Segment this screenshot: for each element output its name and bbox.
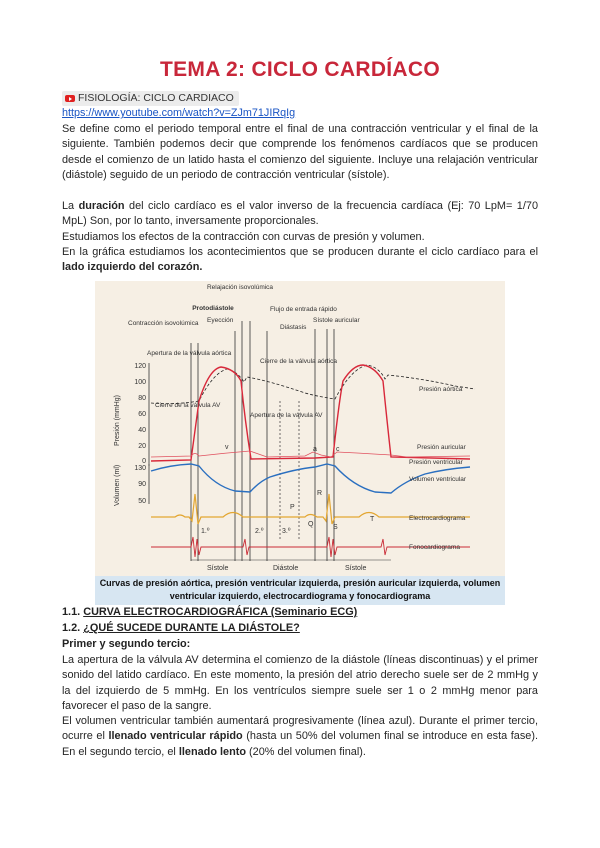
third-3: 3.º xyxy=(282,528,291,535)
wave-a: a xyxy=(313,446,317,453)
volume-paragraph: El volumen ventricular también aumentará progresivamente (línea azul). Durante el primer tercio, ocurre el llenado ventricular rápido (hasta un 50% del volumen final se introduce en esta fase). En el segundo tercio, el llenado lento (20% del volumen final). xyxy=(62,715,538,758)
label-presion-auricular: Presión auricular xyxy=(417,444,466,451)
label-volumen-ventricular: Volumen ventricular xyxy=(409,476,467,483)
label-diastasis: Diástasis xyxy=(280,324,307,331)
label-relajacion: Relajación isovolúmica xyxy=(206,284,274,291)
label-sistole-1: Sístole xyxy=(207,565,229,572)
ecg-r: R xyxy=(317,490,323,497)
graph-paragraph: En la gráfica estudiamos los acontecimientos que se producen durante el ciclo cardíaco para el lado izquierdo del corazón. xyxy=(62,246,538,274)
ecg-s: S xyxy=(333,524,338,531)
ecg-p: P xyxy=(290,504,295,511)
label-diastole: Diástole xyxy=(273,565,299,572)
label-sistole-auricular: Sístole auricular xyxy=(313,317,360,324)
label-apertura-aortica: Apertura de la válvula aórtica xyxy=(147,350,232,357)
section-heading-1-2: 1.2. ¿QUÉ SUCEDE DURANTE LA DIÁSTOLE? xyxy=(62,622,300,634)
label-presion-aortica: Presión aórtica xyxy=(419,386,463,393)
intro-paragraph: Se define como el periodo temporal entre el final de una contracción ventricular y el final de la siguiente. También podemos decir que comprende los fenómenos cardíacos que se producen desde el comienzo de un latido hasta el comienzo del siguiente. Incluye una relajación ventricular (diástole) seguido de un periodo de contracción ventricular (sístole). xyxy=(62,123,538,181)
subheading-primer-segundo-tercio: Primer y segundo tercio: xyxy=(62,638,191,650)
wave-c: c xyxy=(336,446,340,453)
pressure-axis-label: Presión (mmHg) xyxy=(114,395,121,446)
duration-paragraph: La duración del ciclo cardíaco es el valor inverso de la frecuencia cardíaca (Ej: 70 LpM= 1/70 MpL) Son, por lo tanto, inversamente proporcionales. xyxy=(62,200,539,228)
label-cierre-aortica: Cierre de la válvula aórtica xyxy=(260,358,337,365)
label-fono: Fonocardiograma xyxy=(409,544,460,551)
video-chip-label: FISIOLOGÍA: CICLO CARDIACO xyxy=(78,92,234,104)
label-flujo: Flujo de entrada rápido xyxy=(270,306,337,313)
label-eyeccion: Eyección xyxy=(207,317,234,324)
cardiac-cycle-diagram xyxy=(95,281,505,576)
ecg-t: T xyxy=(370,516,375,523)
cardiac-cycle-figure xyxy=(95,281,505,576)
ecg-q: Q xyxy=(308,521,314,528)
section-heading-1-1: 1.1. CURVA ELECTROCARDIOGRÁFICA (Seminario ECG) xyxy=(62,606,358,618)
tick-label: 100 xyxy=(134,379,146,386)
third-2: 2.º xyxy=(255,528,264,535)
label-protodiastole: Protodiástole xyxy=(192,305,234,312)
third-1: 1.º xyxy=(201,528,210,535)
atrial-pressure-curve xyxy=(151,451,470,457)
tick-label: 0 xyxy=(142,458,146,465)
study-paragraph: Estudiamos los efectos de la contracción con curvas de presión y volumen. xyxy=(62,231,425,243)
tick-label: 40 xyxy=(138,427,146,434)
youtube-link[interactable]: https://www.youtube.com/watch?v=ZJm71JIRqIg xyxy=(62,107,296,119)
label-sistole-2: Sístole xyxy=(345,565,367,572)
figure-caption: Curvas de presión aórtica, presión ventricular izquierda, presión auricular izquierda, volumen ventricular izquierdo, electrocardiograma y fonocardiograma xyxy=(95,576,505,605)
label-apertura-av: Apertura de la válvula AV xyxy=(250,412,323,419)
tick-label: 50 xyxy=(138,498,146,505)
tick-label: 20 xyxy=(138,443,146,450)
label-contraccion: Contracción isovolúmica xyxy=(128,320,199,327)
tick-label: 120 xyxy=(134,363,146,370)
label-presion-ventricular: Presión ventricular xyxy=(409,459,463,466)
youtube-icon xyxy=(65,95,75,102)
volume-axis-label: Volumen (ml) xyxy=(114,464,121,506)
tick-label: 90 xyxy=(138,481,146,488)
wave-v: v xyxy=(225,444,229,451)
page-title: TEMA 2: CICLO CARDÍACO xyxy=(160,58,440,81)
tick-label: 60 xyxy=(138,411,146,418)
tick-label: 130 xyxy=(134,465,146,472)
video-chip[interactable] xyxy=(62,91,239,106)
label-cierre-av: Cierre de la válvula AV xyxy=(155,402,221,409)
label-ecg: Electrocardiograma xyxy=(409,515,466,522)
av-opening-paragraph: La apertura de la válvula AV determina el comienzo de la diástole (líneas discontinuas) y el primer sonido del latido cardíaco. En este momento, la presión del atrio derecho suele ser de 2 mmHg y la del izquierdo de 5 mmHg. En los ventrículos siempre suele ser 1 o 2 mmHg menor para favorecer el paso de la sangre. xyxy=(62,654,538,712)
tick-label: 80 xyxy=(138,395,146,402)
